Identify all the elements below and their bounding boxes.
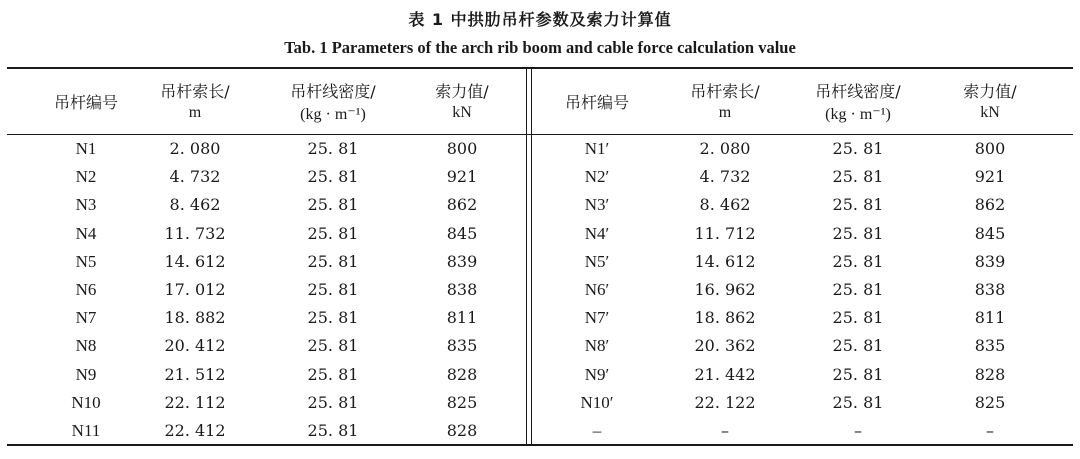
right-id-cell: N10′ (580, 392, 614, 412)
left-density-cell: 25. 81 (307, 308, 359, 328)
right-density-cell: 25. 81 (832, 223, 884, 243)
left-force-cell: 921 (446, 167, 478, 187)
left-length-cell: 22. 412 (164, 421, 226, 440)
table-caption-chinese: 表 1 中拱肋吊杆参数及索力计算值 (408, 10, 672, 29)
left-force-cell: 838 (446, 280, 478, 299)
left-force-cell: 828 (446, 364, 478, 384)
right-force-cell: 839 (974, 251, 1006, 271)
left-id-cell: N1 (75, 139, 97, 158)
left-force-cell: 825 (446, 392, 478, 412)
right-force-cell: 838 (974, 280, 1006, 299)
left-force-cell: 835 (446, 336, 478, 356)
left-id-cell: N8 (75, 336, 97, 356)
left-id-cell: N10 (71, 392, 101, 412)
right-density-cell: 25. 81 (832, 336, 884, 356)
left-id-cell: N9 (75, 364, 97, 384)
right-length-cell: 14. 612 (694, 251, 756, 271)
left-length-cell: 20. 412 (164, 336, 226, 356)
right-length-cell: 18. 862 (694, 308, 756, 328)
right-density-cell: 25. 81 (832, 308, 884, 328)
left-id-cell: N4 (75, 223, 97, 243)
left-length-cell: 2. 080 (169, 139, 221, 158)
right-force-cell: 862 (974, 195, 1006, 215)
left-density-cell: 25. 81 (307, 336, 359, 356)
left-length-cell: 18. 882 (164, 308, 226, 328)
left-force-cell: 839 (446, 251, 478, 271)
right-density-cell: 25. 81 (832, 139, 884, 158)
right-id-cell: N5′ (584, 251, 610, 271)
table-bottom-rule (7, 444, 1073, 446)
header-label: 吊杆索长/ (160, 82, 230, 101)
right-length-cell: 11. 712 (694, 223, 756, 243)
right-id-cell: – (592, 421, 602, 440)
right-force-cell: 800 (974, 139, 1006, 158)
left-id-cell: N11 (71, 421, 101, 440)
left-density-cell: 25. 81 (307, 139, 359, 158)
table-header-rule (7, 134, 1073, 135)
right-id-cell: N7′ (584, 308, 610, 328)
left-length-cell: 17. 012 (164, 280, 226, 299)
header-unit: kN (452, 104, 472, 121)
right-density-cell: 25. 81 (832, 280, 884, 299)
left-force-cell: 828 (446, 421, 478, 440)
right-length-cell: 4. 732 (699, 167, 751, 187)
right-density-cell: 25. 81 (832, 195, 884, 215)
left-header-cell (263, 79, 403, 124)
header-label: 索力值/ (963, 82, 1017, 101)
header-label: 吊杆线密度/ (290, 82, 376, 101)
right-length-cell: 20. 362 (694, 336, 756, 356)
header-unit: kN (980, 104, 1000, 121)
header-label: 吊杆线密度/ (815, 82, 901, 101)
left-force-cell: 811 (446, 308, 478, 328)
right-density-cell: 25. 81 (832, 392, 884, 412)
left-force-cell: 862 (446, 195, 478, 215)
left-id-cell: N3 (75, 195, 97, 215)
table-top-rule (7, 67, 1073, 69)
table-caption-english: Tab. 1 Parameters of the arch rib boom and cable force calculation value (284, 38, 796, 57)
right-length-cell: 16. 962 (694, 280, 756, 299)
right-force-cell: 921 (974, 167, 1006, 187)
right-id-cell: N3′ (584, 195, 610, 215)
left-header-cell (125, 79, 265, 122)
header-label: 吊杆索长/ (690, 82, 760, 101)
right-density-cell: 25. 81 (832, 364, 884, 384)
left-id-cell: N6 (75, 280, 97, 299)
right-density-cell: – (854, 421, 862, 440)
left-density-cell: 25. 81 (307, 421, 359, 440)
left-density-cell: 25. 81 (307, 223, 359, 243)
right-id-cell: N8′ (584, 336, 610, 356)
right-length-cell: 2. 080 (699, 139, 751, 158)
right-force-cell: 835 (974, 336, 1006, 356)
header-unit: m (188, 104, 202, 121)
header-unit: m (718, 104, 732, 121)
right-id-cell: N2′ (584, 167, 610, 187)
right-header-cell (527, 90, 667, 113)
right-length-cell: 22. 122 (694, 392, 756, 412)
left-header-cell (392, 79, 532, 122)
right-id-cell: N9′ (584, 364, 610, 384)
right-length-cell: – (721, 421, 729, 440)
right-header-cell (920, 79, 1060, 122)
left-force-cell: 800 (446, 139, 478, 158)
right-force-cell: – (986, 421, 994, 440)
right-header-cell (788, 79, 928, 124)
right-force-cell: 825 (974, 392, 1006, 412)
left-density-cell: 25. 81 (307, 251, 359, 271)
left-density-cell: 25. 81 (307, 195, 359, 215)
right-length-cell: 21. 442 (694, 364, 756, 384)
right-id-cell: N4′ (584, 223, 610, 243)
left-id-cell: N7 (75, 308, 97, 328)
left-length-cell: 21. 512 (164, 364, 226, 384)
right-id-cell: N6′ (584, 280, 610, 299)
right-header-cell (655, 79, 795, 122)
left-density-cell: 25. 81 (307, 364, 359, 384)
header-unit: (kg · m⁻¹) (825, 106, 891, 123)
right-density-cell: 25. 81 (832, 251, 884, 271)
left-force-cell: 845 (446, 223, 478, 243)
left-id-cell: N5 (75, 251, 97, 271)
left-length-cell: 11. 732 (164, 223, 226, 243)
header-label: 吊杆编号 (53, 93, 118, 112)
right-force-cell: 811 (974, 308, 1006, 328)
right-id-cell: N1′ (584, 139, 610, 158)
left-length-cell: 8. 462 (169, 195, 221, 215)
left-density-cell: 25. 81 (307, 392, 359, 412)
header-unit: (kg · m⁻¹) (300, 106, 366, 123)
left-length-cell: 14. 612 (164, 251, 226, 271)
left-density-cell: 25. 81 (307, 280, 359, 299)
right-density-cell: 25. 81 (832, 167, 884, 187)
left-id-cell: N2 (75, 167, 97, 187)
left-density-cell: 25. 81 (307, 167, 359, 187)
right-force-cell: 828 (974, 364, 1006, 384)
left-length-cell: 22. 112 (164, 392, 226, 412)
header-label: 吊杆编号 (564, 93, 629, 112)
right-force-cell: 845 (974, 223, 1006, 243)
left-length-cell: 4. 732 (169, 167, 221, 187)
header-label: 索力值/ (435, 82, 489, 101)
right-length-cell: 8. 462 (699, 195, 751, 215)
